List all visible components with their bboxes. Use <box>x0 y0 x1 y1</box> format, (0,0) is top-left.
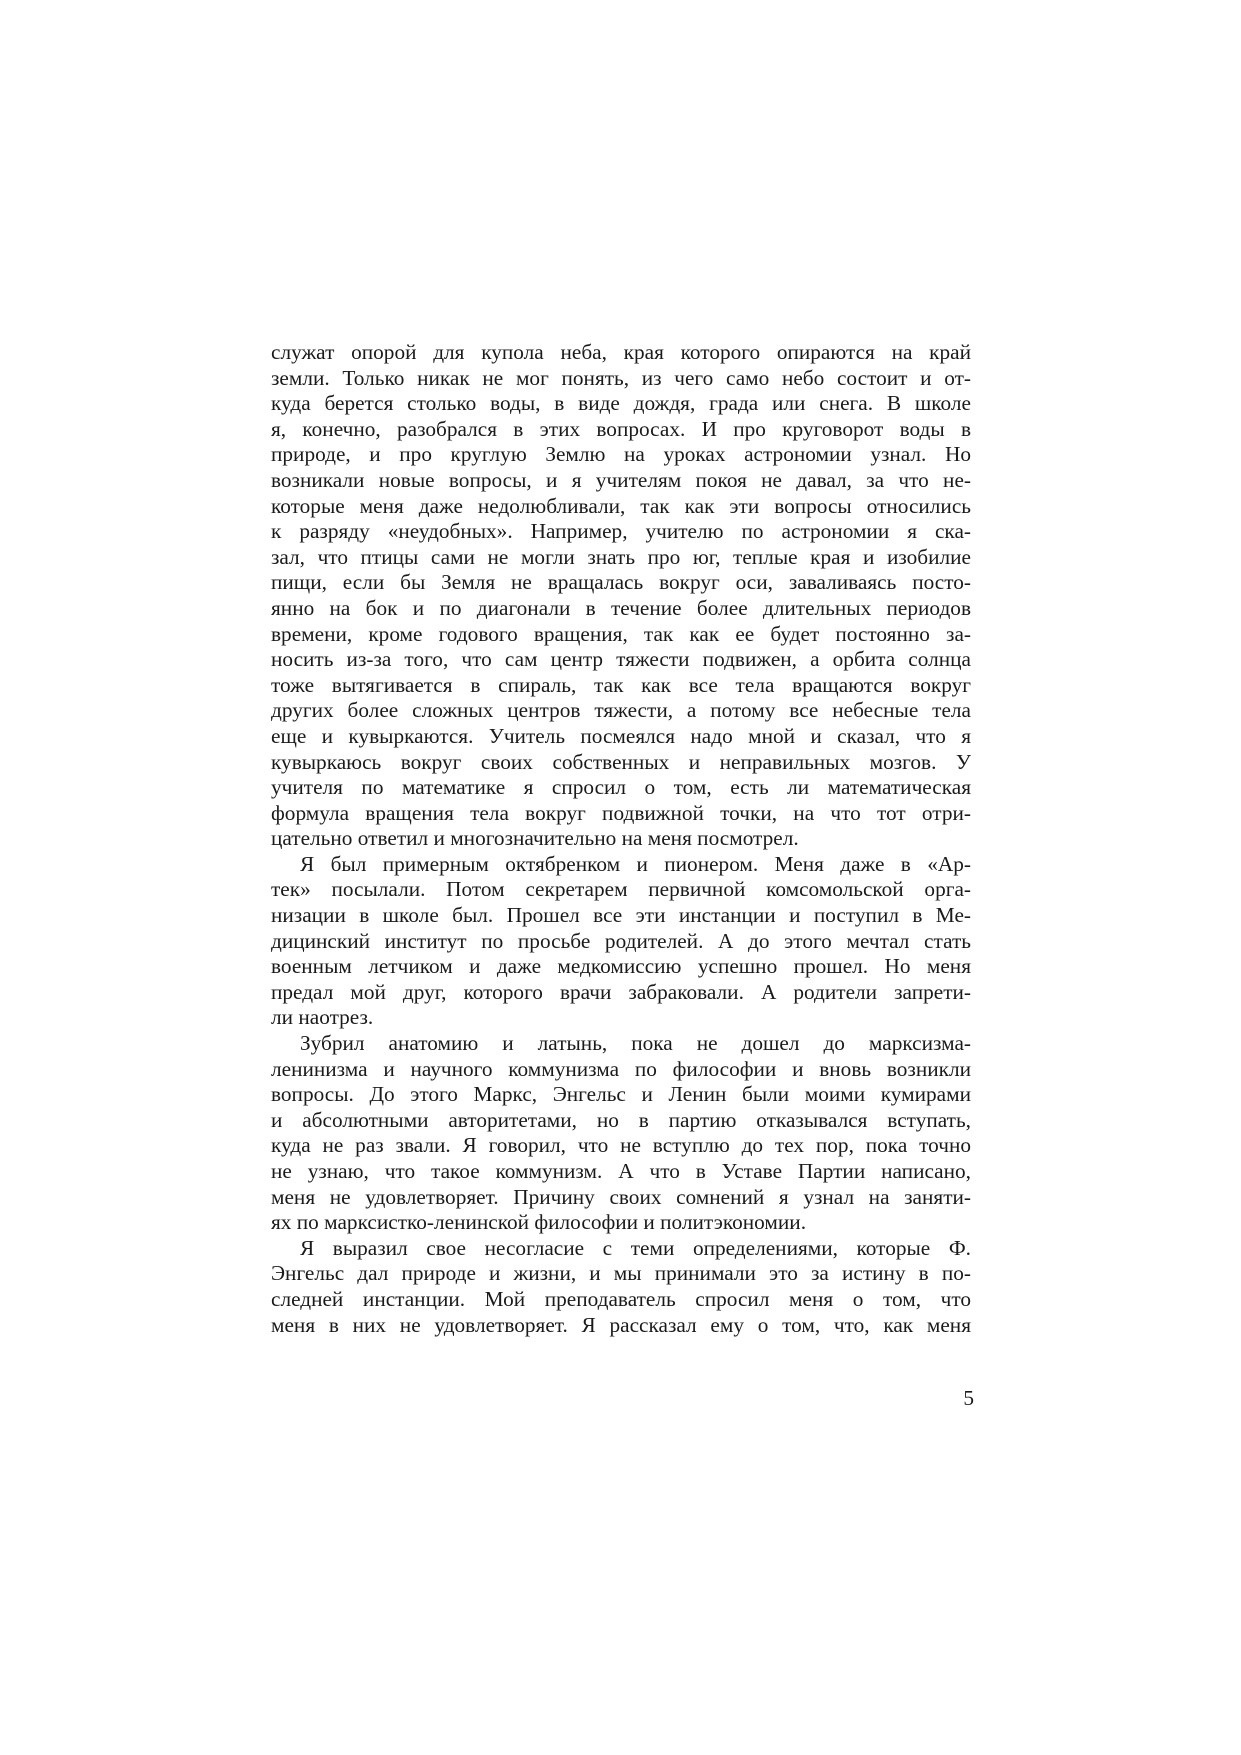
paragraph-4 <box>271 1236 971 1338</box>
text-line: тек» посылали. Потом секретарем первичной комсомольской орга- <box>271 877 971 902</box>
text-line: зал, что птицы сами не могли знать про юг, теплые края и изобилие <box>271 544 971 569</box>
text-line: я, конечно, разобрался в этих вопросах. И про круговорот воды в <box>271 416 971 441</box>
paragraph-2 <box>271 852 971 1031</box>
text-line: дицинский институт по просьбе родителей. А до этого мечтал стать <box>271 928 971 953</box>
text-line: предал мой друг, которого врачи забраковали. А родители запрети- <box>271 979 971 1004</box>
text-line: еще и кувыркаются. Учитель посмеялся надо мной и сказал, что я <box>271 723 971 748</box>
text-line: пищи, если бы Земля не вращалась вокруг оси, заваливаясь посто- <box>271 570 971 595</box>
text-line: земли. Только никак не мог понять, из чего само небо состоит и от- <box>271 365 971 390</box>
text-line: времени, кроме годового вращения, так как ее будет постоянно за- <box>271 621 971 646</box>
paragraph-1 <box>271 340 971 852</box>
text-line: ли наотрез. <box>271 1005 374 1030</box>
text-line: природе, и про круглую Землю на уроках астрономии узнал. Но <box>271 442 971 467</box>
text-line: вопросы. До этого Маркс, Энгельс и Ленин были моими кумирами <box>271 1082 971 1107</box>
text-line: следней инстанции. Мой преподаватель спросил меня о том, что <box>271 1286 971 1311</box>
text-line: к разряду «неудобных». Например, учителю по астрономии я ска- <box>271 519 971 544</box>
text-line: тоже вытягивается в спираль, так как все тела вращаются вокруг <box>271 672 971 697</box>
text-line: которые меня даже недолюбливали, так как эти вопросы относились <box>271 493 971 518</box>
text-line: низации в школе был. Прошел все эти инстанции и поступил в Ме- <box>271 903 971 928</box>
text-line: формула вращения тела вокруг подвижной точки, на что тот отри- <box>271 800 971 825</box>
text-line: носить из-за того, что сам центр тяжести подвижен, а орбита солнца <box>271 647 971 672</box>
text-line: ях по марксистко-ленинской философии и политэкономии. <box>271 1210 807 1235</box>
paragraph-3 <box>271 1031 971 1236</box>
text-line: не узнаю, что такое коммунизм. А что в Уставе Партии написано, <box>271 1159 971 1183</box>
text-line: военным летчиком и даже медкомиссию успешно прошел. Но меня <box>271 954 971 979</box>
text-line: Я был примерным октябренком и пионером. Меня даже в «Ар- <box>300 851 971 876</box>
text-line: меня не удовлетворяет. Причину своих сомнений я узнал на заняти- <box>271 1184 971 1209</box>
text-line: цательно ответил и многозначительно на меня посмотрел. <box>271 826 799 851</box>
text-line: куда не раз звали. Я говорил, что не вступлю до тех пор, пока точно <box>271 1133 971 1158</box>
text-line: меня в них не удовлетворяет. Я рассказал ему о том, что, как меня <box>271 1312 971 1337</box>
text-line: кувыркаюсь вокруг своих собственных и неправильных мозгов. У <box>271 749 971 774</box>
body-text <box>271 340 971 1338</box>
text-line: возникали новые вопросы, и я учителям покоя не давал, за что не- <box>271 467 971 492</box>
text-line: Зубрил анатомию и латынь, пока не дошел до марксизма- <box>300 1031 971 1056</box>
text-line: куда берется столько воды, в виде дождя, града или снега. В школе <box>271 391 971 416</box>
text-line: учителя по математике я спросил о том, есть ли математическая <box>271 775 971 800</box>
page-number: 5 <box>963 1386 974 1410</box>
text-line: других более сложных центров тяжести, а потому все небесные тела <box>271 698 971 723</box>
text-line: янно на бок и по диагонали в течение более длительных периодов <box>271 595 971 620</box>
text-line: ленинизма и научного коммунизма по философии и вновь возникли <box>271 1056 971 1081</box>
text-line: Энгельс дал природе и жизни, и мы принимали это за истину в по- <box>271 1261 971 1286</box>
text-line: служат опорой для купола неба, края которого опираются на край <box>271 340 971 364</box>
text-line: и абсолютными авторитетами, но в партию отказывался вступать, <box>271 1107 971 1132</box>
text-line: Я выразил свое несогласие с теми определениями, которые Ф. <box>300 1235 971 1260</box>
